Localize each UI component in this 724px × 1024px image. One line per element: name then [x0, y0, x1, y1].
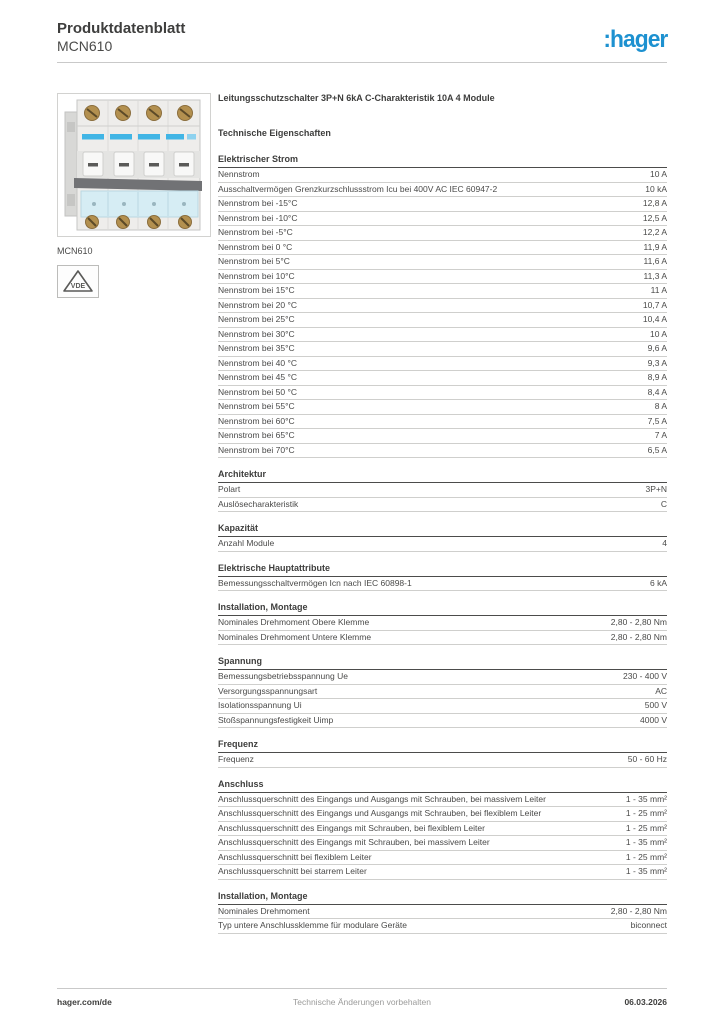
table-row [218, 714, 667, 729]
section-header: Kapazität [218, 522, 667, 537]
row-value: 230 - 400 V [623, 671, 667, 681]
vde-icon [61, 268, 95, 295]
row-value: 8 A [654, 401, 667, 411]
table-section [218, 468, 667, 512]
row-label: Nominales Drehmoment Obere Klemme [218, 617, 370, 627]
lower-terminal-panel [81, 191, 198, 217]
page-title: Produktdatenblatt [57, 20, 186, 37]
row-value: 2,80 - 2,80 Nm [610, 905, 667, 916]
row-value: 50 - 60 Hz [627, 754, 667, 764]
row-label: Nennstrom bei 45 °C [218, 372, 297, 382]
row-value: 1 - 35 mm² [625, 866, 667, 876]
row-label: Anschlussquerschnitt des Eingangs mit Schrauben, bei flexiblem Leiter [218, 822, 485, 833]
table-row [218, 357, 667, 372]
row-value: 1 - 25 mm² [625, 822, 667, 833]
rating-label-strip [82, 134, 196, 140]
table-row [218, 699, 667, 714]
row-label: Anschlussquerschnitt des Eingangs und Ausgangs mit Schrauben, bei flexiblem Leiter [218, 808, 542, 818]
table-row [218, 685, 667, 700]
table-row [218, 313, 667, 328]
row-value: 11,3 A [643, 270, 667, 281]
table-row [218, 577, 667, 592]
table-row [218, 241, 667, 256]
table-row [218, 212, 667, 227]
row-value: 12,8 A [642, 198, 667, 208]
table-section [218, 153, 667, 458]
table-row [218, 429, 667, 444]
table-row [218, 537, 667, 552]
row-label: Nennstrom bei 60°C [218, 415, 295, 426]
footer [57, 997, 667, 1011]
table-section [218, 601, 667, 645]
vde-certification-box [57, 265, 99, 298]
row-value: 2,80 - 2,80 Nm [610, 617, 667, 627]
row-label: Isolationsspannung Ui [218, 700, 302, 710]
table-row [218, 753, 667, 768]
row-label: Nennstrom bei 0 °C [218, 241, 293, 252]
row-value: 10 A [649, 169, 667, 179]
table-section [218, 890, 667, 934]
section-header: Anschluss [218, 778, 667, 793]
row-value: 8,9 A [647, 372, 667, 382]
table-section [218, 738, 667, 768]
table-row [218, 905, 667, 920]
product-title: Leitungsschutzschalter 3P+N 6kA C-Charakteristik 10A 4 Module [218, 93, 495, 103]
table-row [218, 168, 667, 183]
section-header: Frequenz [218, 738, 667, 753]
table-row [218, 386, 667, 401]
table-row [218, 616, 667, 631]
footer-website-link[interactable]: hager.com/de [57, 997, 112, 1007]
table-row [218, 670, 667, 685]
table-row [218, 793, 667, 808]
footer-notice: Technische Änderungen vorbehalten [293, 997, 431, 1007]
row-label: Nennstrom bei 55°C [218, 401, 295, 411]
row-label: Frequenz [218, 754, 254, 764]
row-value: 10 A [649, 328, 667, 339]
row-value: 7 A [654, 430, 667, 440]
section-header: Architektur [218, 468, 667, 483]
row-value: 8,4 A [647, 386, 667, 397]
row-value: 6 kA [649, 577, 667, 588]
table-row [218, 498, 667, 513]
section-header: Spannung [218, 655, 667, 670]
section-header: Installation, Montage [218, 601, 667, 616]
row-label: Nennstrom bei 40 °C [218, 357, 297, 368]
row-label: Anzahl Module [218, 538, 275, 548]
image-caption: MCN610 [57, 246, 93, 256]
row-value: 3P+N [645, 484, 667, 494]
row-value: 10 kA [645, 183, 667, 194]
row-value: 2,80 - 2,80 Nm [610, 631, 667, 642]
row-label: Typ untere Anschlussklemme für modulare Geräte [218, 920, 407, 930]
table-row [218, 226, 667, 241]
row-value: 4000 V [640, 714, 667, 725]
table-row [218, 483, 667, 498]
row-label: Nennstrom bei 50 °C [218, 386, 297, 397]
spec-column [218, 93, 667, 944]
table-row [218, 328, 667, 343]
row-label: Nominales Drehmoment Untere Klemme [218, 631, 372, 642]
row-label: Bemessungsbetriebsspannung Ue [218, 671, 348, 681]
row-label: Nennstrom bei -15°C [218, 198, 298, 208]
row-label: Bemessungsschaltvermögen Icn nach IEC 60898-1 [218, 577, 412, 588]
table-row [218, 183, 667, 198]
row-label: Nennstrom bei 25°C [218, 314, 295, 324]
row-label: Nennstrom bei -5°C [218, 227, 293, 237]
row-value: 6,5 A [647, 444, 667, 455]
row-label: Anschlussquerschnitt des Eingangs und Ausgangs mit Schrauben, bei massivem Leiter [218, 793, 546, 804]
table-section [218, 562, 667, 592]
table-row [218, 371, 667, 386]
table-row [218, 836, 667, 851]
table-row [218, 415, 667, 430]
footer-date: 06.03.2026 [624, 997, 667, 1007]
header [57, 20, 667, 62]
circuit-breaker-image [58, 94, 210, 236]
header-divider [57, 62, 667, 63]
product-image-frame [57, 93, 211, 237]
row-value: C [660, 498, 667, 509]
row-label: Stoßspannungsfestigkeit Uimp [218, 714, 334, 725]
row-label: Nennstrom [218, 169, 260, 179]
product-media-column [57, 93, 213, 298]
table-row [218, 851, 667, 866]
row-value: 11,9 A [643, 241, 667, 252]
table-section [218, 522, 667, 552]
row-label: Nominales Drehmoment [218, 905, 310, 916]
table-row [218, 342, 667, 357]
row-value: 10,4 A [642, 314, 667, 324]
hager-logo: :hager [603, 26, 667, 53]
footer-divider [57, 988, 667, 989]
table-row [218, 631, 667, 646]
row-value: 12,5 A [642, 212, 667, 223]
section-header: Installation, Montage [218, 890, 667, 905]
section-header: Elektrische Hauptattribute [218, 562, 667, 577]
row-value: biconnect [630, 920, 667, 930]
table-row [218, 284, 667, 299]
technical-properties-title: Technische Eigenschaften [218, 128, 331, 138]
row-value: 1 - 25 mm² [625, 808, 667, 818]
row-label: Nennstrom bei 5°C [218, 256, 290, 266]
row-label: Nennstrom bei -10°C [218, 212, 298, 223]
row-value: 9,3 A [647, 357, 667, 368]
row-label: Nennstrom bei 70°C [218, 444, 295, 455]
row-value: 1 - 25 mm² [625, 851, 667, 862]
row-value: 500 V [644, 700, 667, 710]
toggle-switches [77, 151, 200, 178]
row-value: 4 [662, 538, 667, 548]
row-label: Nennstrom bei 65°C [218, 430, 295, 440]
row-value: 1 - 35 mm² [625, 837, 667, 847]
table-row [218, 444, 667, 459]
table-row [218, 400, 667, 415]
row-label: Nennstrom bei 15°C [218, 285, 295, 295]
table-section [218, 778, 667, 880]
table-row [218, 865, 667, 880]
product-code: MCN610 [57, 38, 113, 54]
row-label: Anschlussquerschnitt bei starrem Leiter [218, 866, 367, 876]
svg-text:VDE: VDE [70, 283, 86, 290]
table-row [218, 299, 667, 314]
row-value: 11,6 A [643, 256, 667, 266]
row-label: Nennstrom bei 30°C [218, 328, 295, 339]
row-label: Nennstrom bei 20 °C [218, 299, 297, 310]
row-label: Nennstrom bei 35°C [218, 343, 295, 353]
spec-table [218, 153, 667, 934]
table-row [218, 255, 667, 270]
row-label: Anschlussquerschnitt des Eingangs mit Schrauben, bei massivem Leiter [218, 837, 490, 847]
row-value: 9,6 A [647, 343, 667, 353]
row-value: 1 - 35 mm² [625, 793, 667, 804]
row-value: 12,2 A [642, 227, 667, 237]
row-value: 7,5 A [647, 415, 667, 426]
row-value: 10,7 A [642, 299, 667, 310]
table-row [218, 270, 667, 285]
table-row [218, 197, 667, 212]
row-label: Ausschaltvermögen Grenzkurzschlussstrom Icu bei 400V AC IEC 60947-2 [218, 183, 498, 194]
section-header: Elektrischer Strom [218, 153, 667, 168]
row-label: Auslösecharakteristik [218, 498, 299, 509]
table-row [218, 807, 667, 822]
row-label: Versorgungsspannungsart [218, 685, 318, 696]
table-section [218, 655, 667, 728]
row-value: AC [655, 685, 667, 696]
row-label: Nennstrom bei 10°C [218, 270, 295, 281]
row-label: Anschlussquerschnitt bei flexiblem Leiter [218, 851, 372, 862]
table-row [218, 822, 667, 837]
table-row [218, 919, 667, 934]
row-value: 11 A [650, 285, 667, 295]
row-label: Polart [218, 484, 241, 494]
